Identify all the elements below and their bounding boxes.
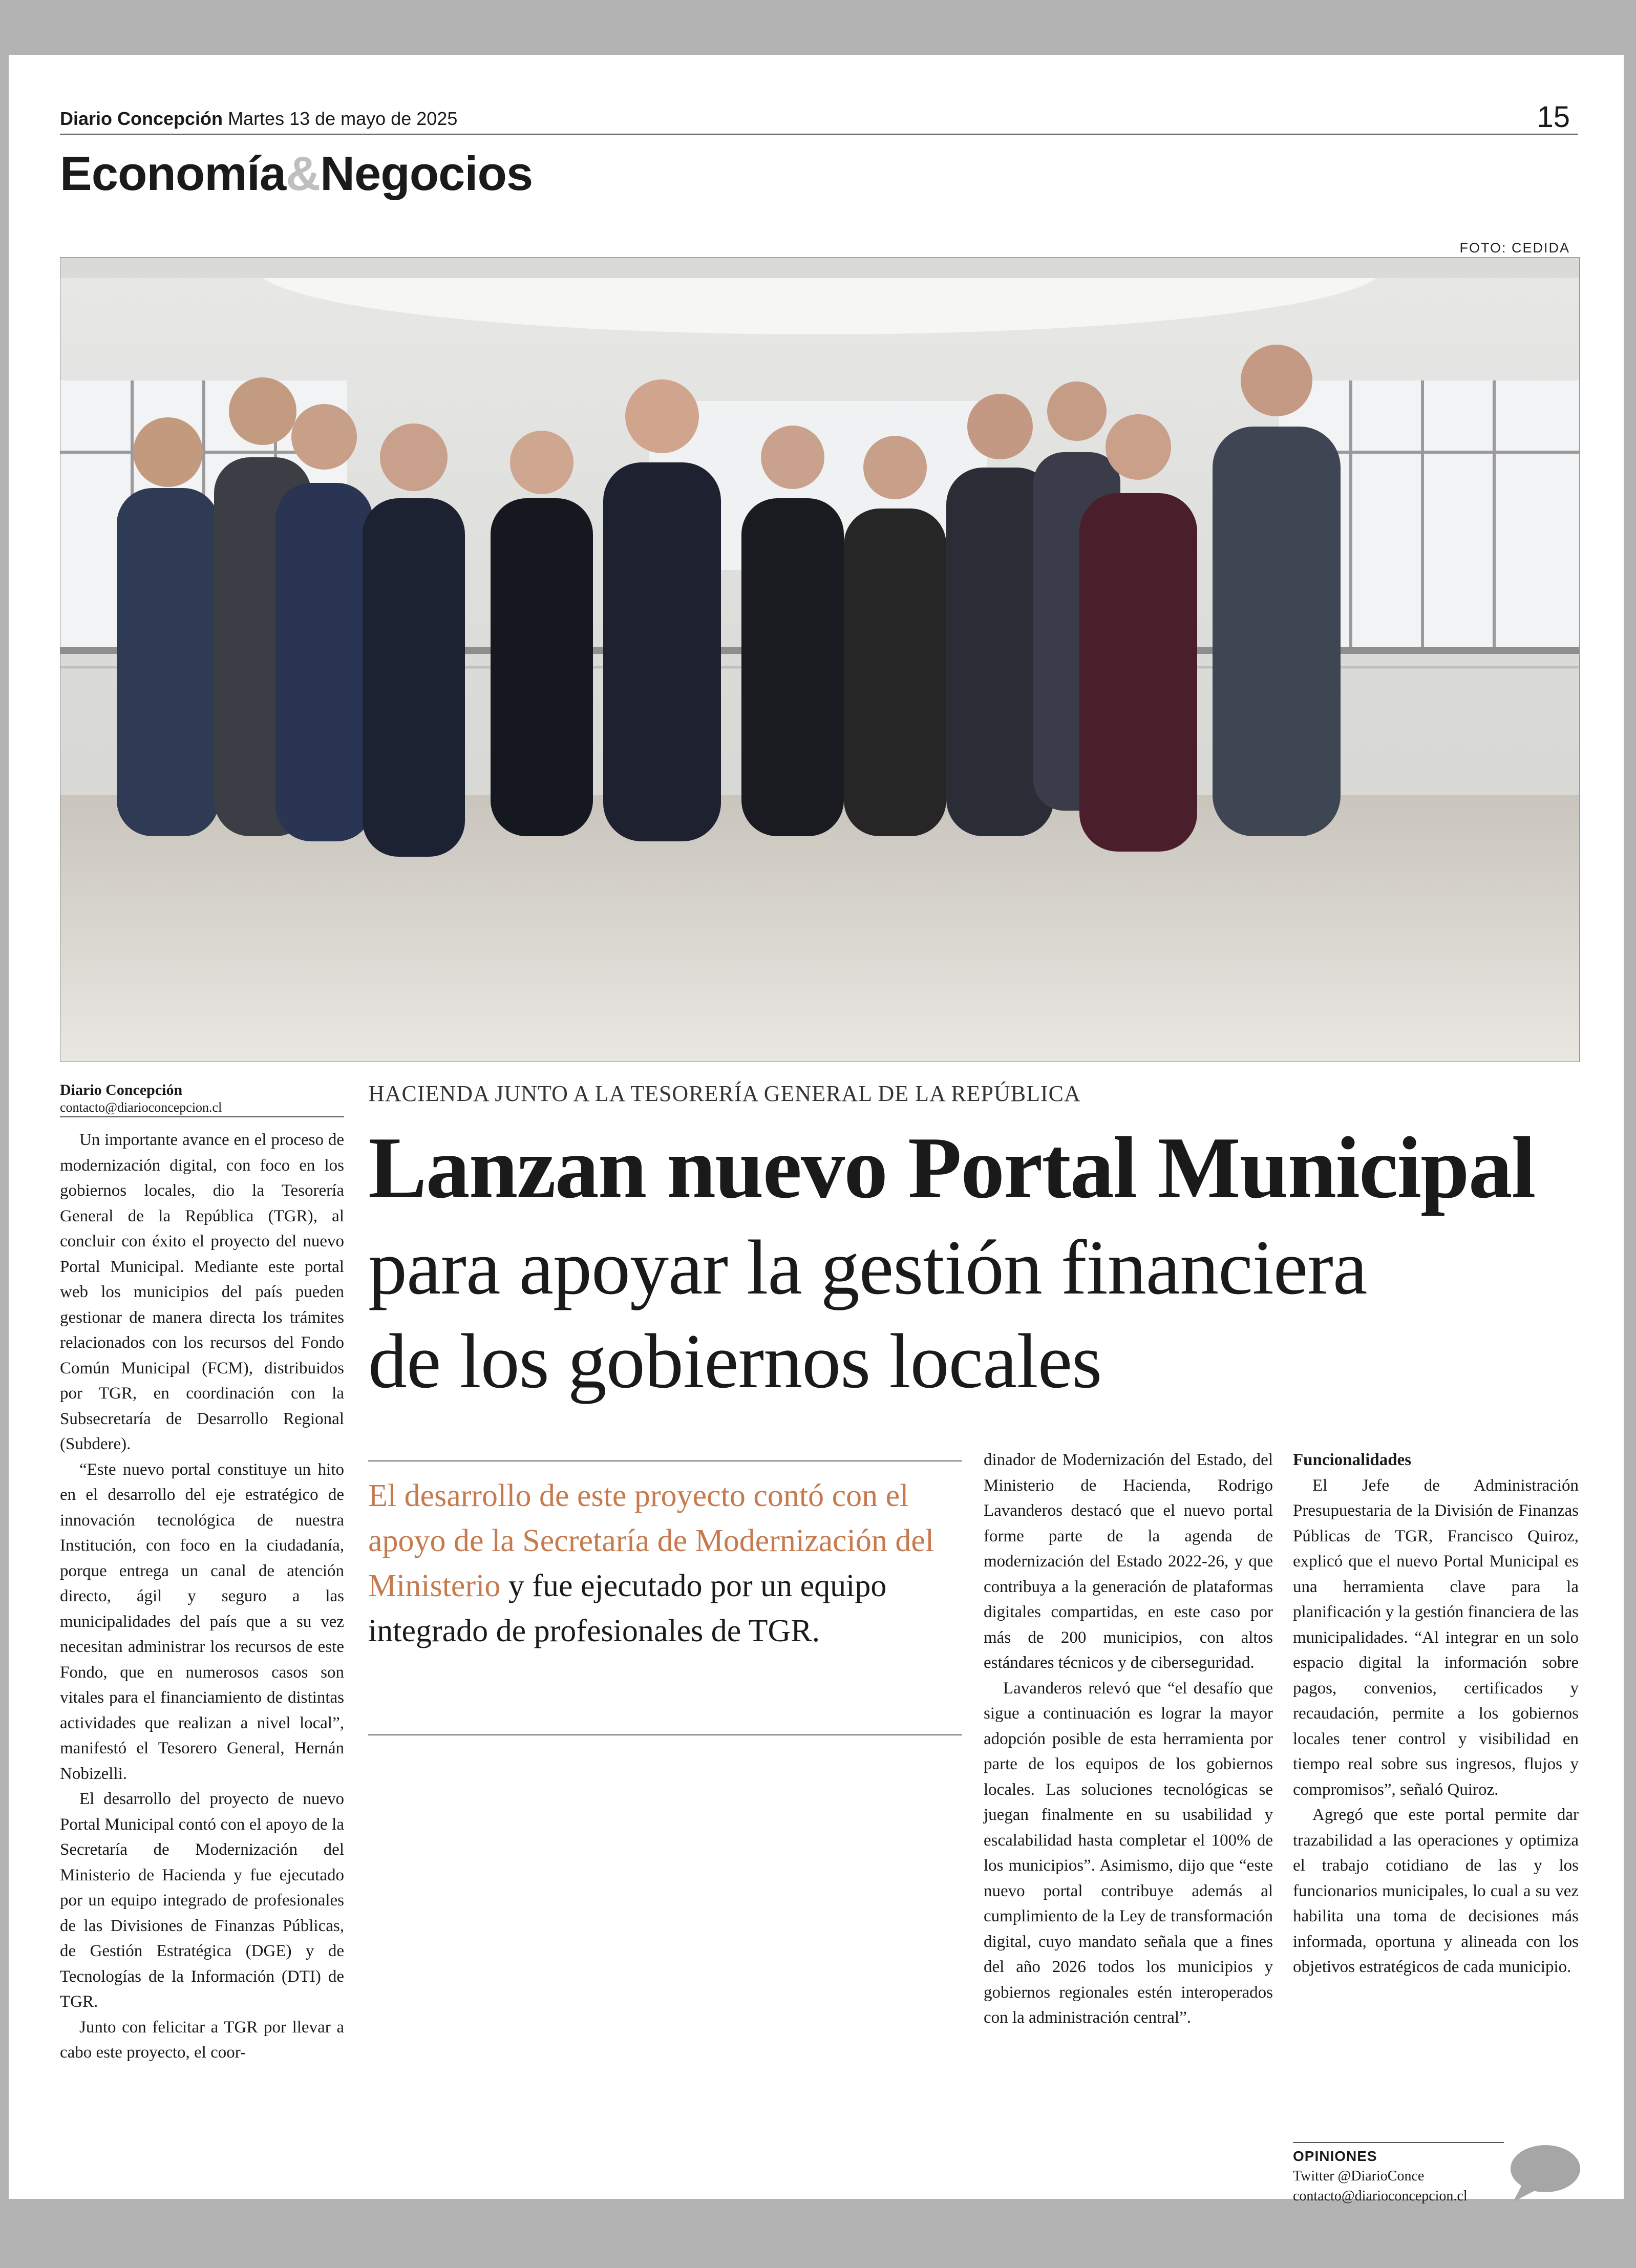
group-photo-illustration bbox=[60, 258, 1579, 1062]
article-paragraph: Un importante avance en el proceso de modernización digital, con foco en los gobiernos locales, dio la Tesorería General de la República (TGR), al concluir con éxito el proyecto del nuevo Portal Municipal. Mediante este portal web los municipios del país pueden gestionar de manera directa los trámites relacionados con los recursos del Fondo Común Municipal (FCM), distribuidos por TGR, en coordinación con la Subsecretaría de Desarrollo Regional (Subdere). bbox=[60, 1131, 344, 1453]
newspaper-name: Diario Concepción bbox=[60, 108, 223, 129]
opiniones-box bbox=[1293, 2146, 1508, 2207]
section-ampersand: & bbox=[286, 146, 321, 200]
article-paragraph: El Jefe de Administración Presupuestaria de la División de Finanzas Públicas de TGR, Francisco Quiroz, explicó que el nuevo Portal Municipal es una herramienta clave para la planificación y la gestión financiera de las municipalidades. “Al integrar en un solo espacio digital la información sobre pagos, convenios, certificados y recaudación, permite a los gobiernos locales tener control y visibilidad en tiempo real sobre sus ingresos, flujos y compromisos”, señaló Quiroz. bbox=[1293, 1476, 1579, 1799]
lead-divider-top bbox=[368, 1460, 962, 1461]
article-column-3 bbox=[984, 1448, 1273, 2031]
masthead bbox=[60, 108, 457, 130]
section-title-part2: Negocios bbox=[320, 146, 533, 200]
headline-line-1: Lanzan nuevo Portal Municipal bbox=[368, 1119, 1535, 1217]
speech-bubble-icon bbox=[1502, 2138, 1584, 2210]
headline-line-3: de los gobiernos locales bbox=[368, 1318, 1102, 1404]
group-photo bbox=[60, 257, 1580, 1062]
lead-highlight: El desarrollo de este proyecto contó con el apoyo de la Secretaría de Modernización del Ministerio bbox=[368, 1478, 934, 1604]
byline bbox=[60, 1082, 344, 1115]
article-paragraph: Lavanderos relevó que “el desafío que sigue a continuación es lograr la mayor adopción posible de esta herramienta por parte de los equipos de los gobiernos locales. Las soluciones tecnológicas se juegan finalmente en su usabilidad y escalabilidad hasta completar el 100% de los municipios”. Asimismo, dijo que “este nuevo portal contribuye además al cumplimiento de la Ley de transformación digital, cuyo mandato señala que a fines del año 2026 todos los municipios y gobiernos regionales estén interoperados con la administración central”. bbox=[984, 1679, 1273, 2027]
lead-text: y fue ejecutado por un equipo integrado de profesionales de TGR. bbox=[368, 1568, 887, 1649]
article-paragraph: Junto con felicitar a TGR por llevar a cabo este proyecto, el coor- bbox=[60, 2018, 344, 2062]
article-paragraph: “Este nuevo portal constituye un hito en el desarrollo del eje estratégico de innovación tecnológica de nuestra Institución, con foco en la ciudadanía, porque entrega un canal de atención directo, ágil y seguro a las municipalidades del país que a su vez necesitan administrar los recursos de este Fondo, que en numerosos casos son vitales para el financiamiento de distintas actividades que realizan a nivel local”, manifestó el Tesorero General, Hernán Nobizelli. bbox=[60, 1460, 344, 1783]
article-paragraph: El desarrollo del proyecto de nuevo Portal Municipal contó con el apoyo de la Secretaría de Modernización del Ministerio de Hacienda y fue ejecutado por un equipo integrado de profesionales de las Divisiones de Finanzas Públicas, de Gestión Estratégica (DGE) y de Tecnologías de la Información (DTI) de TGR. bbox=[60, 1790, 344, 2011]
article-column-4 bbox=[1293, 1448, 1579, 1980]
article-column-1 bbox=[60, 1128, 344, 2066]
article-kicker: HACIENDA JUNTO A LA TESORERÍA GENERAL DE LA REPÚBLICA bbox=[368, 1081, 1081, 1106]
byline-name: Diario Concepción bbox=[60, 1082, 183, 1098]
newspaper-page bbox=[9, 55, 1624, 2205]
article-lead bbox=[368, 1473, 962, 1654]
article-paragraph: dinador de Modernización del Estado, del Ministerio de Hacienda, Rodrigo Lavanderos destacó que el nuevo portal forme parte de la agenda de modernización del Estado 2022-26, y que contribuya a la generación de plataformas digitales compartidas, en este caso por más de 200 municipios, con altos estándares técnicos y de ciberseguridad. bbox=[984, 1451, 1273, 1672]
headline-line-2: para apoyar la gestión financiera bbox=[368, 1224, 1367, 1311]
header-divider bbox=[60, 134, 1578, 135]
photo-credit: FOTO: CEDIDA bbox=[1459, 240, 1570, 256]
page-number: 15 bbox=[1537, 100, 1570, 134]
opiniones-divider bbox=[1293, 2142, 1504, 2143]
byline-divider bbox=[60, 1116, 344, 1117]
section-title bbox=[60, 146, 533, 201]
lead-divider-bottom bbox=[368, 1734, 962, 1735]
article-headline bbox=[368, 1120, 1582, 1408]
subheading-funcionalidades: Funcionalidades bbox=[1293, 1451, 1412, 1469]
opiniones-email[interactable]: contacto@diarioconcepcion.cl bbox=[1293, 2188, 1468, 2205]
article-paragraph: Agregó que este portal permite dar trazabilidad a las operaciones y optimiza el trabajo cotidiano de las y los funcionarios municipales, lo cual a su vez habilita una toma de decisiones más informada, oportuna y alineada con los objetivos estratégicos de cada municipio. bbox=[1293, 1806, 1579, 1976]
opiniones-twitter[interactable]: Twitter @DiarioConce bbox=[1293, 2168, 1425, 2185]
byline-email: contacto@diarioconcepcion.cl bbox=[60, 1100, 222, 1115]
issue-date: Martes 13 de mayo de 2025 bbox=[228, 108, 458, 129]
opiniones-title: OPINIONES bbox=[1293, 2148, 1377, 2164]
section-title-part1: Economía bbox=[60, 146, 286, 200]
